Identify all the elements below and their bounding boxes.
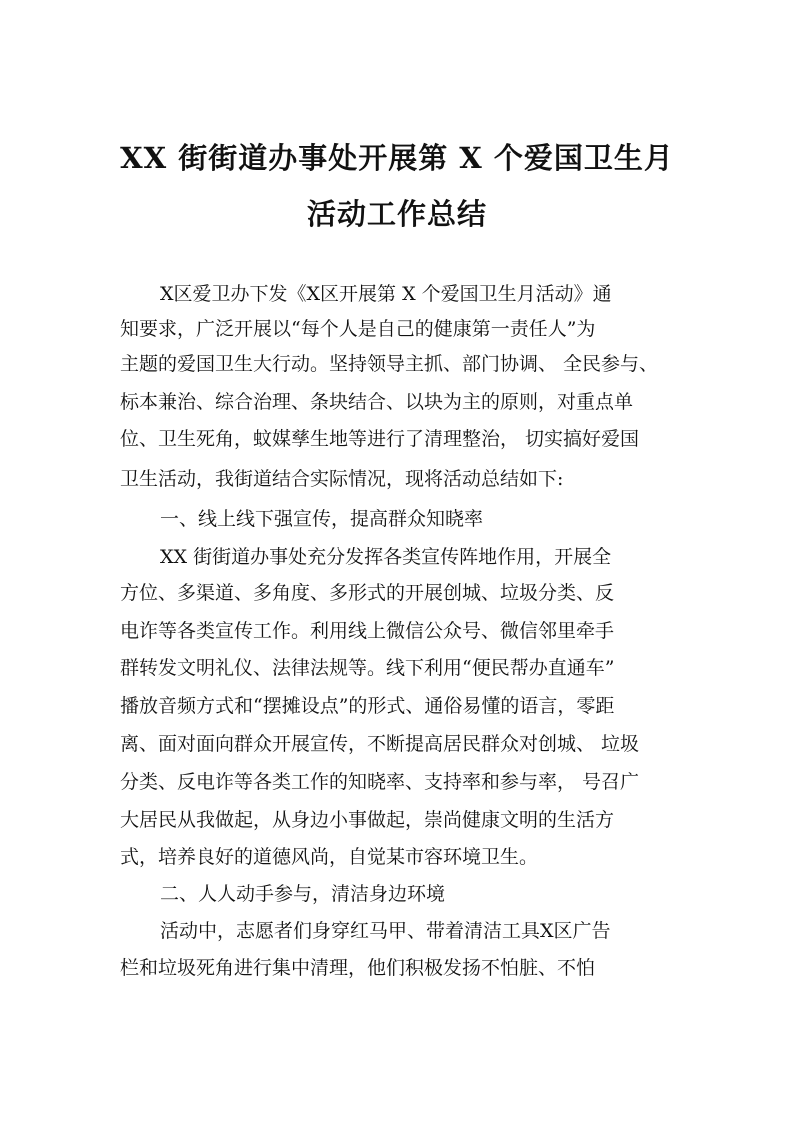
paragraph-line: 位、卫生死角，蚊媒孳生地等进行了清理整治， 切实搞好爱国	[120, 428, 640, 450]
paragraph-line: 离、面对面向群众开展宣传，不断提高居民群众对创城、 垃圾	[120, 733, 640, 755]
paragraph-line: 大居民从我做起，从身边小事做起，崇尚健康文明的生活方	[120, 809, 615, 831]
section-heading-1: 一、线上线下强宣传，提高群众知晓率	[160, 508, 484, 530]
paragraph-line: 播放音频方式和“摆摊设点”的形式、通俗易懂的语言，零距	[120, 695, 615, 717]
paragraph-line: 群转发文明礼仪、法律法规等。线下利用“便民帮办直通车”	[120, 657, 615, 679]
paragraph-line: 标本兼治、综合治理、条块结合、以块为主的原则，对重点单	[120, 391, 634, 413]
paragraph-line: 知要求，广泛开展以“每个人是自己的健康第一责任人”为	[120, 318, 596, 340]
paragraph-line: 主题的爱国卫生大行动。坚持领导主抓、部门协调、 全民参与、	[120, 353, 659, 375]
paragraph-line: 电诈等各类宣传工作。利用线上微信公众号、微信邻里牵手	[120, 620, 615, 642]
paragraph-line: 分类、反电诈等各类工作的知晓率、支持率和参与率， 号召广	[120, 771, 640, 793]
paragraph-line: 式，培养良好的道德风尚，自觉某市容环境卫生。	[120, 846, 539, 868]
paragraph-line: 方位、多渠道、多角度、多形式的开展创城、垃圾分类、反	[120, 582, 615, 604]
paragraph-line: X区爱卫办下发《X区开展第 X 个爱国卫生月活动》通	[160, 283, 612, 305]
section-heading-2: 二、人人动手参与，清洁身边环境	[160, 883, 446, 905]
paragraph-line: XX 街街道办事处充分发挥各类宣传阵地作用，开展全	[160, 546, 612, 568]
paragraph-line: 栏和垃圾死角进行集中清理，他们积极发扬不怕脏、不怕	[120, 957, 596, 979]
paragraph-line: 卫生活动，我街道结合实际情况，现将活动总结如下:	[120, 468, 564, 490]
paragraph-line: 活动中，志愿者们身穿红马甲、带着清洁工具X区广告	[160, 920, 611, 942]
document-title-line-1: XX 街街道办事处开展第 X 个爱国卫生月	[120, 141, 674, 175]
document-title-line-2: 活动工作总结	[306, 197, 487, 231]
